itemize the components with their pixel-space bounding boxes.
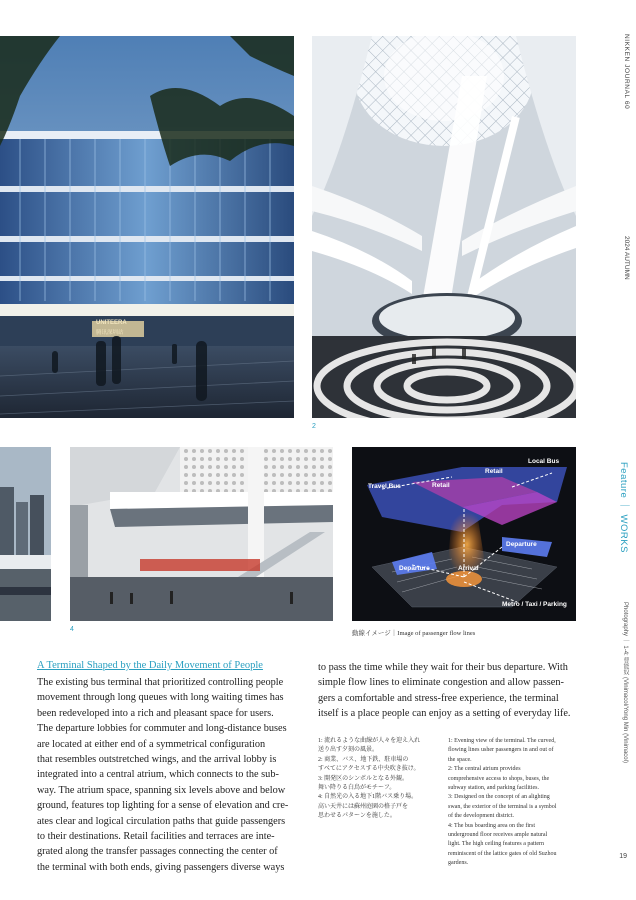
issue-date: 2024 AUTUMN: [623, 236, 630, 280]
photo-1-exterior: [0, 36, 294, 418]
caption-line-en: reminiscent of the lattice gates of old Suzhou: [448, 850, 557, 857]
body-line: to pass the time while they wait for their bus departure. With: [318, 662, 568, 673]
caption-line-jp: 4: 自然光の入る地下1階バス乗り場。: [318, 794, 418, 801]
diagram-label-departure-left: Departure: [399, 565, 430, 572]
caption-line-jp: 思わせるパターンを施した。: [318, 813, 396, 820]
body-line: been redeveloped into a rich and pleasant space for users.: [37, 707, 274, 719]
captions-english: [448, 737, 576, 869]
caption-line-jp: すべてにアクセスする中央吹き抜け。: [318, 766, 420, 773]
body-line: simple flow lines to eliminate congestion and allow passen-: [318, 677, 564, 689]
body-line: The departure lobbies for commuter and long-distance buses: [37, 723, 287, 735]
diagram-label-departure-right: Departure: [506, 541, 537, 548]
signage-subtext: 腾讯深圳站: [96, 330, 124, 336]
body-line: integrated into a central atrium, which connects to the sub-: [37, 769, 279, 781]
body-line: grated along the transfer passages connecting the center of: [37, 846, 278, 858]
caption-line-en: comprehensive access to shops, buses, the: [448, 775, 550, 782]
caption-line-en: flowing lines usher passengers in and out of: [448, 747, 554, 754]
caption-line-en: 4: The bus boarding area on the first: [448, 822, 536, 829]
figure-4-number: 4: [70, 626, 74, 633]
photo-2-atrium: [312, 36, 576, 418]
diagram-label-retail-right: Retail: [485, 468, 503, 475]
figure-2-number: 2: [312, 423, 316, 430]
caption-line-jp: 高い天井には蘇州庭園の格子戸を: [318, 803, 409, 810]
body-line: to their destinations. Retail facilities and terraces are inte-: [37, 831, 275, 843]
article-body-left: [37, 675, 307, 875]
caption-line-en: subway station, and parking facilities.: [448, 785, 539, 792]
diagram-label-metro-taxi-parking: Metro / Taxi / Parking: [502, 601, 567, 608]
passenger-flow-diagram: [352, 447, 576, 621]
page-number: 19: [619, 853, 627, 860]
diagram-label-travel-bus: Travel Bus: [368, 483, 401, 490]
captions-japanese: [318, 737, 442, 822]
diagram-label-local-bus: Local Bus: [528, 458, 560, 465]
caption-line-jp: 3: 開発区のシンボルとなる外観。: [318, 775, 409, 782]
photo-credit: Photography ｜ 1-4: 曹能奴 (Vinimacol/Yong Min (Vinimacol): [622, 602, 628, 763]
body-line: gers a comfortable and stress-free experience, the terminal: [318, 692, 559, 704]
caption-line-jp: 1: 流れるような曲線が人々を迎え入れ: [318, 738, 421, 744]
caption-line-jp: 舞い降りる白鳥がモチーフ。: [318, 785, 396, 792]
diagram-caption: 動線イメージ｜Image of passenger flow lines: [352, 630, 476, 637]
caption-line-en: 1: Evening view of the terminal. The curved,: [448, 738, 556, 744]
caption-line-en: swan, the exterior of the terminal is a symbol: [448, 803, 557, 810]
body-line: movement through long queues with long waiting times has: [37, 692, 284, 704]
caption-line-jp: 送り出す夕刻の風景。: [318, 747, 379, 754]
body-line: that resembles outstretched wings, and the arrival lobby is: [37, 754, 277, 766]
body-line: itself is a place people can enjoy as a setting of everyday life.: [318, 708, 571, 720]
body-line: way. The atrium space, spanning six levels above and below: [37, 784, 286, 796]
caption-line-en: the space.: [448, 756, 472, 763]
article-body-right: [318, 660, 576, 722]
section-label: Feature ｜ WORKS: [618, 462, 629, 553]
diagram-label-arrival: Arrival: [458, 565, 479, 572]
photo-4-boarding-area: [70, 447, 333, 621]
caption-line-en: gardens.: [448, 860, 469, 867]
caption-line-en: light. The high ceiling features a pattern: [448, 841, 545, 848]
body-line: The existing bus terminal that prioritized controlling people: [37, 677, 284, 688]
diagram-label-retail-left: Retail: [432, 482, 450, 489]
body-line: ates clear and logical circulation paths that guide passengers: [37, 815, 286, 827]
photo-3-exterior-partial: [0, 447, 51, 621]
caption-line-en: 2: The central atrium provides: [448, 766, 521, 773]
body-line: the terminal with both ends, giving passengers diverse ways: [37, 861, 285, 873]
caption-line-en: of the development district.: [448, 813, 514, 820]
signage-text: UNITEERA: [96, 320, 127, 326]
article-title: A Terminal Shaped by the Daily Movement of People: [37, 660, 263, 671]
body-line: ground, features top lighting for a sense of elevation and cre-: [37, 800, 289, 812]
caption-line-en: 3: Designed on the concept of an alighting: [448, 794, 550, 801]
caption-line-en: underground floor receives ample natural: [448, 832, 548, 839]
caption-line-jp: 2: 商業、バス、地下鉄、駐車場の: [318, 756, 409, 763]
journal-name: NIKKEN JOURNAL 60: [623, 34, 630, 110]
body-line: are located at either end of a symmetrical configuration: [37, 738, 266, 750]
